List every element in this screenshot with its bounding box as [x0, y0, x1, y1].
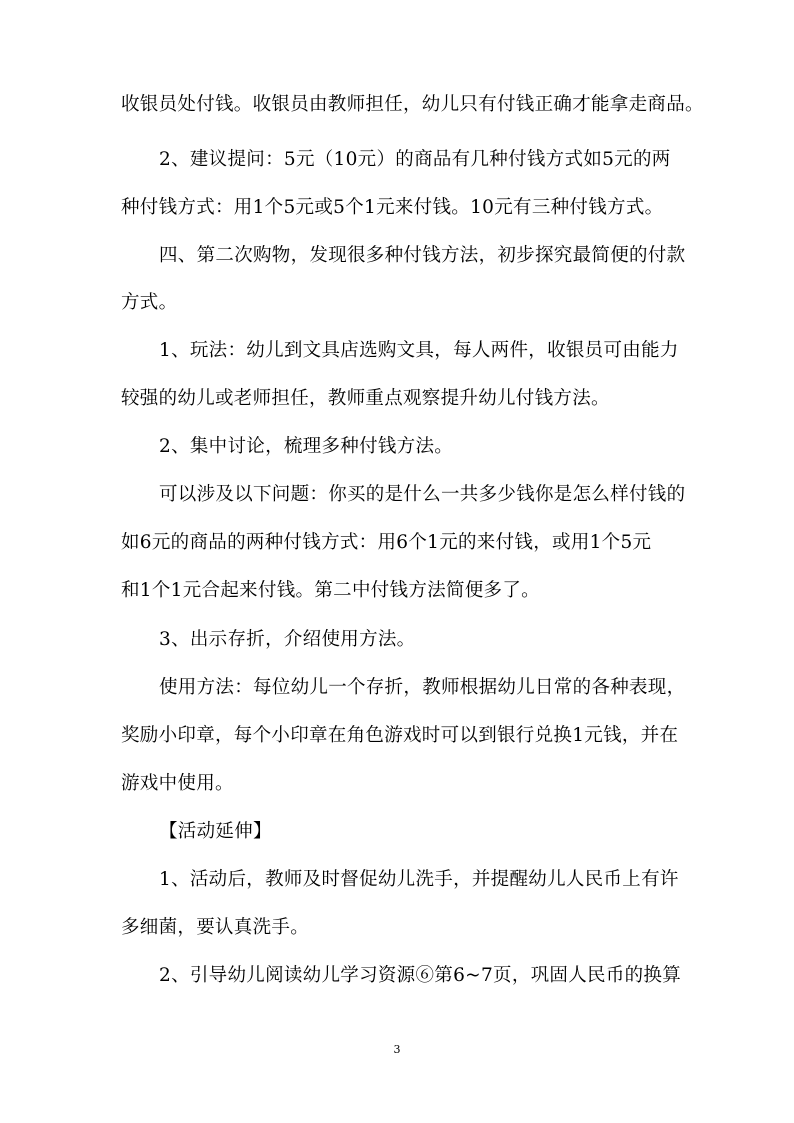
text-line: 1、玩法：幼儿到文具店选购文具，每人两件，收银员可由能力: [159, 340, 679, 361]
text-line: 奖励小印章，每个小印章在角色游戏时可以到银行兑换1元钱，并在: [121, 725, 679, 746]
section-heading: 【活动延伸】: [159, 821, 272, 842]
text-line: 2、引导幼儿阅读幼儿学习资源⑥第6~7页，巩固人民币的换算: [159, 965, 682, 986]
text-line: 3、出示存折，介绍使用方法。: [159, 629, 416, 650]
text-line: 1、活动后，教师及时督促幼儿洗手，并提醒幼儿人民币上有许: [159, 869, 679, 890]
text-line: 可以涉及以下问题：你买的是什么一共多少钱你是怎么样付钱的: [159, 484, 686, 505]
text-line: 2、建议提问：5元（10元）的商品有几种付钱方式如5元的两: [159, 149, 671, 170]
text-line: 收银员处付钱。收银员由教师担任，幼儿只有付钱正确才能拿走商品。: [121, 94, 704, 115]
text-line: 较强的幼儿或老师担任，教师重点观察提升幼儿付钱方法。: [121, 388, 610, 409]
text-line: 和1个1元合起来付钱。第二中付钱方法简便多了。: [121, 580, 540, 601]
text-line: 多细菌，要认真洗手。: [121, 917, 310, 938]
text-line: 使用方法：每位幼儿一个存折，教师根据幼儿日常的各种表现，: [159, 677, 686, 698]
text-line: 如6元的商品的两种付钱方式：用6个1元的来付钱，或用1个5元: [121, 532, 652, 553]
text-line: 方式。: [121, 292, 178, 313]
page-number: 3: [393, 1043, 401, 1056]
text-line: 种付钱方式：用1个5元或5个1元来付钱。10元有三种付钱方式。: [121, 197, 664, 218]
text-line: 四、第二次购物，发现很多种付钱方法，初步探究最简便的付款: [159, 245, 686, 266]
text-line: 2、集中讨论，梳理多种付钱方法。: [159, 436, 454, 457]
text-line: 游戏中使用。: [121, 773, 234, 794]
